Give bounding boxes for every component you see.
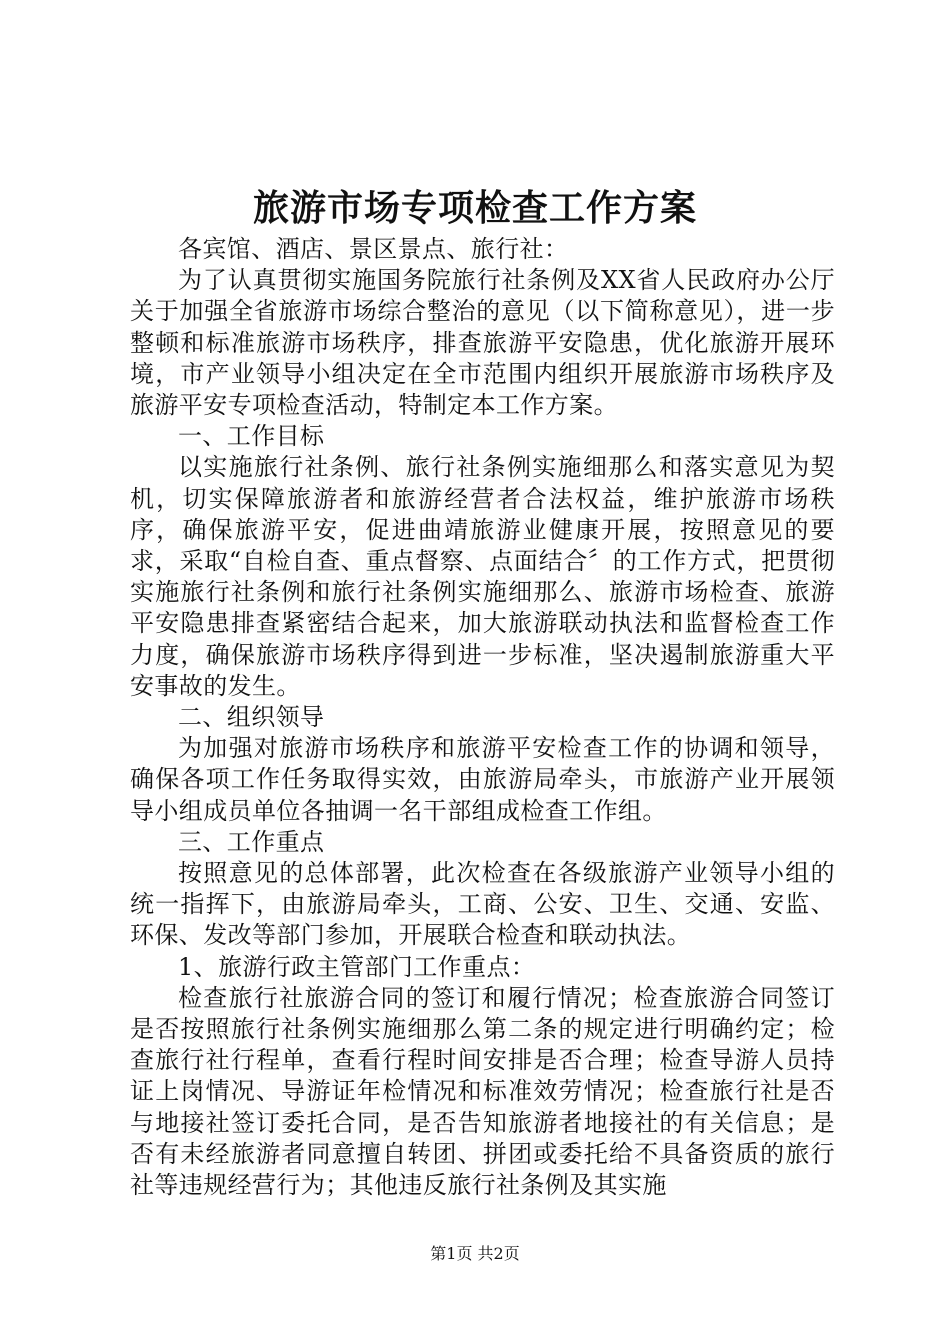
goals-paragraph: 以实施旅行社条例、旅行社条例实施细那么和落实意见为契机，切实保障旅游者和旅游经营者合法权益，维护旅游市场秩序，确保旅游平安，促进曲靖旅游业健康开展，按照意见的要求，采取“自检自查、重点督察、点面结合〞的工作方式，把贯彻实施旅行社条例和旅行社条例实施细那么、旅游市场检查、旅游平安隐患排查紧密结合起来，加大旅游联动执法和监督检查工作力度，确保旅游市场秩序得到进一步标准，坚决遏制旅游重大平安事故的发生。 [130,453,835,700]
section-heading-focus: 三、工作重点 [178,827,325,856]
document-body [130,234,835,1201]
salutation-paragraph: 各宾馆、酒店、景区景点、旅行社： [178,235,569,263]
document-title: 旅游市场专项检查工作方案 [252,187,697,229]
leadership-paragraph: 为加强对旅游市场秩序和旅游平安检查工作的协调和领导，确保各项工作任务取得实效，由旅游局牵头，市旅游产业开展领导小组成员单位各抽调一名干部组成检查工作组。 [130,734,835,825]
section-heading-leadership: 二、组织领导 [178,703,325,732]
tourism-dept-paragraph: 检查旅行社旅游合同的签订和履行情况；检查旅游合同签订是否按照旅行社条例实施细那么第二条的规定进行明确约定；检查旅行社行程单，查看行程时间安排是否合理；检查导游人员持证上岗情况、导游证年检情况和标准效劳情况；检查旅行社是否与地接社签订委托合同，是否告知旅游者地接社的有关信息；是否有未经旅游者同意擅自转团、拼团或委托给不具备资质的旅行社等违规经营行为；其他违反旅行社条例及其实施 [130,983,835,1200]
focus-paragraph: 按照意见的总体部署，此次检查在各级旅游产业领导小组的统一指挥下，由旅游局牵头，工商、公安、卫生、交通、安监、环保、发改等部门参加，开展联合检查和联动执法。 [130,859,835,950]
intro-paragraph: 为了认真贯彻实施国务院旅行社条例及XX省人民政府办公厅关于加强全省旅游市场综合整治的意见（以下简称意见），进一步整顿和标准旅游市场秩序，排查旅游平安隐患，优化旅游开展环境，市产业领导小组决定在全市范围内组织开展旅游市场秩序及旅游平安专项检查活动，特制定本工作方案。 [130,266,835,420]
section-heading-goals: 一、工作目标 [178,422,325,451]
subsection-heading-tourism-dept: 1、旅游行政主管部门工作重点： [178,952,536,981]
page-number-footer: 第1页 共2页 [430,1244,520,1263]
